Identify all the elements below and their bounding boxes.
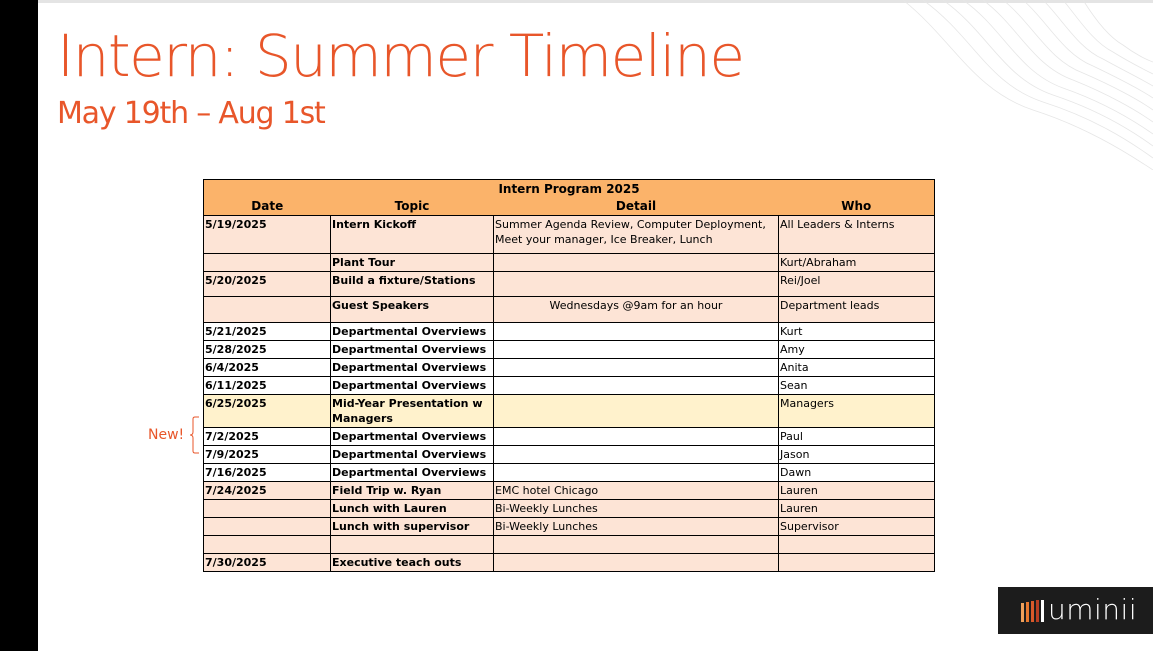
who-cell: Dawn xyxy=(779,464,935,482)
who-cell: All Leaders & Interns xyxy=(779,216,935,254)
table-row xyxy=(204,518,935,536)
intern-program-table xyxy=(203,179,935,572)
table-caption: Intern Program 2025 xyxy=(204,180,935,199)
date-cell xyxy=(204,254,331,272)
who-cell xyxy=(779,536,935,554)
detail-cell: Bi-Weekly Lunches xyxy=(494,518,779,536)
table-row xyxy=(204,536,935,554)
detail-cell xyxy=(494,464,779,482)
detail-cell xyxy=(494,359,779,377)
topic-cell: Departmental Overviews xyxy=(331,377,494,395)
topic-cell: Departmental Overviews xyxy=(331,323,494,341)
who-cell xyxy=(779,554,935,572)
date-cell: 7/24/2025 xyxy=(204,482,331,500)
date-cell: 5/21/2025 xyxy=(204,323,331,341)
date-cell: 6/25/2025 xyxy=(204,395,331,428)
topic-cell: Departmental Overviews xyxy=(331,359,494,377)
date-cell: 5/19/2025 xyxy=(204,216,331,254)
logo-wordmark: uminii xyxy=(1048,593,1138,626)
detail-cell xyxy=(494,341,779,359)
topic-cell: Departmental Overviews xyxy=(331,446,494,464)
table-row xyxy=(204,482,935,500)
table-row xyxy=(204,341,935,359)
detail-cell xyxy=(494,254,779,272)
who-cell: Sean xyxy=(779,377,935,395)
who-cell: Lauren xyxy=(779,482,935,500)
slide-subtitle: May 19th – Aug 1st xyxy=(57,96,325,131)
topic-cell: Departmental Overviews xyxy=(331,341,494,359)
table-row xyxy=(204,323,935,341)
table-row xyxy=(204,554,935,572)
detail-cell: EMC hotel Chicago xyxy=(494,482,779,500)
table-row xyxy=(204,446,935,464)
date-cell xyxy=(204,500,331,518)
detail-cell xyxy=(494,323,779,341)
who-cell: Amy xyxy=(779,341,935,359)
detail-cell xyxy=(494,554,779,572)
detail-cell xyxy=(494,377,779,395)
slide-title: Intern: Summer Timeline xyxy=(57,22,744,90)
column-header-topic: Topic xyxy=(331,198,494,216)
table-body xyxy=(204,216,935,572)
date-cell: 7/2/2025 xyxy=(204,428,331,446)
topic-cell: Executive teach outs xyxy=(331,554,494,572)
detail-cell xyxy=(494,395,779,428)
who-cell: Anita xyxy=(779,359,935,377)
logo-stripes-icon xyxy=(1021,600,1047,622)
date-cell xyxy=(204,536,331,554)
who-cell: Jason xyxy=(779,446,935,464)
topic-cell: Departmental Overviews xyxy=(331,464,494,482)
table-row xyxy=(204,428,935,446)
table-row xyxy=(204,464,935,482)
topic-cell: Lunch with supervisor xyxy=(331,518,494,536)
who-cell: Paul xyxy=(779,428,935,446)
date-cell: 6/4/2025 xyxy=(204,359,331,377)
date-cell: 5/20/2025 xyxy=(204,272,331,297)
table-row xyxy=(204,254,935,272)
table-header-row xyxy=(204,198,935,216)
table-row xyxy=(204,216,935,254)
date-cell: 6/11/2025 xyxy=(204,377,331,395)
new-marker-bracket xyxy=(189,416,201,454)
topic-cell: Plant Tour xyxy=(331,254,494,272)
table-row xyxy=(204,377,935,395)
who-cell: Department leads xyxy=(779,297,935,323)
who-cell: Managers xyxy=(779,395,935,428)
topic-cell: Build a fixture/Stations xyxy=(331,272,494,297)
detail-cell xyxy=(494,428,779,446)
who-cell: Rei/Joel xyxy=(779,272,935,297)
column-header-date: Date xyxy=(204,198,331,216)
decorative-wave-lines xyxy=(893,0,1153,170)
who-cell: Kurt xyxy=(779,323,935,341)
date-cell: 7/16/2025 xyxy=(204,464,331,482)
detail-cell: Bi-Weekly Lunches xyxy=(494,500,779,518)
detail-cell xyxy=(494,272,779,297)
table-row xyxy=(204,500,935,518)
column-header-who: Who xyxy=(779,198,935,216)
table-row xyxy=(204,272,935,297)
topic-cell: Guest Speakers xyxy=(331,297,494,323)
topic-cell: Lunch with Lauren xyxy=(331,500,494,518)
detail-cell xyxy=(494,536,779,554)
table-row xyxy=(204,297,935,323)
who-cell: Kurt/Abraham xyxy=(779,254,935,272)
luminii-logo xyxy=(998,587,1153,634)
detail-cell: Summer Agenda Review, Computer Deployment, Meet your manager, Ice Breaker, Lunch xyxy=(494,216,779,254)
who-cell: Lauren xyxy=(779,500,935,518)
date-cell: 7/9/2025 xyxy=(204,446,331,464)
topic-cell: Departmental Overviews xyxy=(331,428,494,446)
new-marker-label: New! xyxy=(148,427,185,443)
detail-cell xyxy=(494,446,779,464)
table-row xyxy=(204,395,935,428)
date-cell: 7/30/2025 xyxy=(204,554,331,572)
date-cell xyxy=(204,297,331,323)
topic-cell: Field Trip w. Ryan xyxy=(331,482,494,500)
topic-cell: Mid-Year Presentation w Managers xyxy=(331,395,494,428)
date-cell xyxy=(204,518,331,536)
topic-cell: Intern Kickoff xyxy=(331,216,494,254)
topic-cell xyxy=(331,536,494,554)
left-accent-bar xyxy=(0,0,38,651)
column-header-detail: Detail xyxy=(494,198,779,216)
date-cell: 5/28/2025 xyxy=(204,341,331,359)
who-cell: Supervisor xyxy=(779,518,935,536)
detail-cell: Wednesdays @9am for an hour xyxy=(494,297,779,323)
table-row xyxy=(204,359,935,377)
